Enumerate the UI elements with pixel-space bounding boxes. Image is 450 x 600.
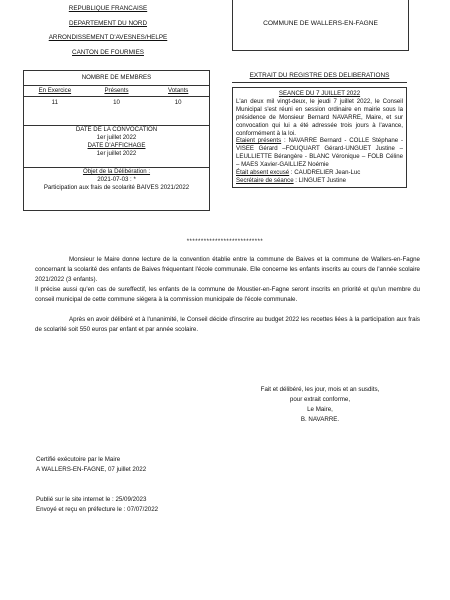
affichage-label: DATE D'AFFICHAGE [87,142,146,149]
convocation-label: DATE DE LA CONVOCATION [75,126,158,133]
extract-section [232,70,407,188]
value-presents: 10 [113,99,120,106]
publication-line: Publié sur le site internet le : 25/09/2023 [36,496,147,503]
column-en-exercice: En Exercice [38,87,72,94]
objet-label: Objet de la Délibération : [82,168,151,175]
certification-line: Certifié exécutoire par le Maire [36,456,121,463]
secretaire-text: : LINGUET Justine [293,176,346,184]
secretaire-line [236,177,403,185]
certification-block [36,455,146,475]
signature-line: B. NAVARRE. [300,416,340,423]
commune-name: COMMUNE DE WALLERS-EN-FAGNE [263,20,378,27]
presents-text: : NAVARRE Bernard - COLLE Stéphane - VISEE Gérard –FOUQUART Gérard-UNGUET Justine – LEULLIETTE Bérangère - BLANC Véronique – FOLB Céline – MAES Xavier-GAILLIEZ Noémie [236,137,403,169]
value-en-exercice: 11 [51,99,58,106]
members-table [23,70,210,211]
header-line: REPUBLIQUE FRANCAISE [68,5,148,12]
presents-line [236,137,403,169]
seance-box [232,87,407,188]
convocation-date: 1er juillet 2022 [96,134,137,141]
commune-box [232,0,409,51]
absent-label: Était absent excusé [236,169,290,177]
secretaire-label: Secrétaire de séance [236,176,294,184]
absent-line [236,169,403,177]
paragraph-decision: Après en avoir délibéré et à l'unanimité, le Conseil décide d'inscrire au budget 2022 les recettes liées à la participation aux frais de scolarité soit 550 euros par enfant et par année scolaire. [35,316,420,333]
value-votants: 10 [174,99,182,106]
administrative-header [28,2,188,60]
header-line: ARRONDISSEMENT D'AVESNES/HELPE [48,34,168,41]
signature-line: Fait et délibéré, les jour, mois et an susdits, [260,386,380,393]
signature-line: Le Maire, [307,406,333,413]
publication-block [36,495,158,515]
certification-line: A WALLERS-EN-FAGNE, 07 juillet 2022 [36,466,147,473]
objet-block [24,167,209,209]
column-votants: Votants [168,87,189,94]
presents-label: Etaient présents [236,137,282,145]
separator: *************************** [186,239,264,245]
seance-title: SEANCE DU 7 JUILLET 2022 [278,90,361,97]
absent-text: : CAUDRELIER Jean-Luc [289,169,361,177]
extract-title: EXTRAIT DU REGISTRE DES DELIBERATIONS [232,70,407,83]
seance-text: L'an deux mil vingt-deux, le jeudi 7 juillet 2022, le Conseil Municipal s'est réuni en session ordinaire en mairie sous la présidence de Monsieur Bernard NAVARRE, Maire, et sur convocation qui lui a été adressée trois jours à l'avance, conformément à la loi. [236,97,403,137]
objet-text: Participation aux frais de scolarité BAIVES 2021/2022 [43,184,190,191]
signature-block [250,385,390,425]
publication-line: Envoyé et reçu en préfecture le : 07/07/2022 [36,506,159,513]
objet-number: 2021-07-03 : * [97,176,136,183]
signature-line: pour extrait conforme, [289,396,351,403]
header-line: DEPARTEMENT DU NORD [68,19,148,27]
members-title: NOMBRE DE MEMBRES [24,71,209,86]
convocation-block [24,125,209,158]
affichage-date: 1er juillet 2022 [96,150,137,157]
deliberation-body [35,255,420,335]
members-values [24,96,209,106]
header-line: CANTON DE FOURMIES [72,48,144,56]
paragraph-convention: Monsieur le Maire donne lecture de la convention établie entre la commune de Baives et la commune de Wallers-en-Fagne concernant la scolarité des enfants de Baives fréquentant l'école communale. Elle concerne les enfants inscrits au cours de l'année scolaire 2021/2022 (3 enfants). [35,256,420,283]
column-presents: Présents [104,87,129,94]
paragraph-sureffectif: Il précise aussi qu'en cas de sureffectif, les enfants de la commune de Moustier-en-Fagne seront inscrits en priorité et qu'un membre du conseil municipal de cette commune siégera à la commission municipale de l'école communale. [35,286,420,303]
